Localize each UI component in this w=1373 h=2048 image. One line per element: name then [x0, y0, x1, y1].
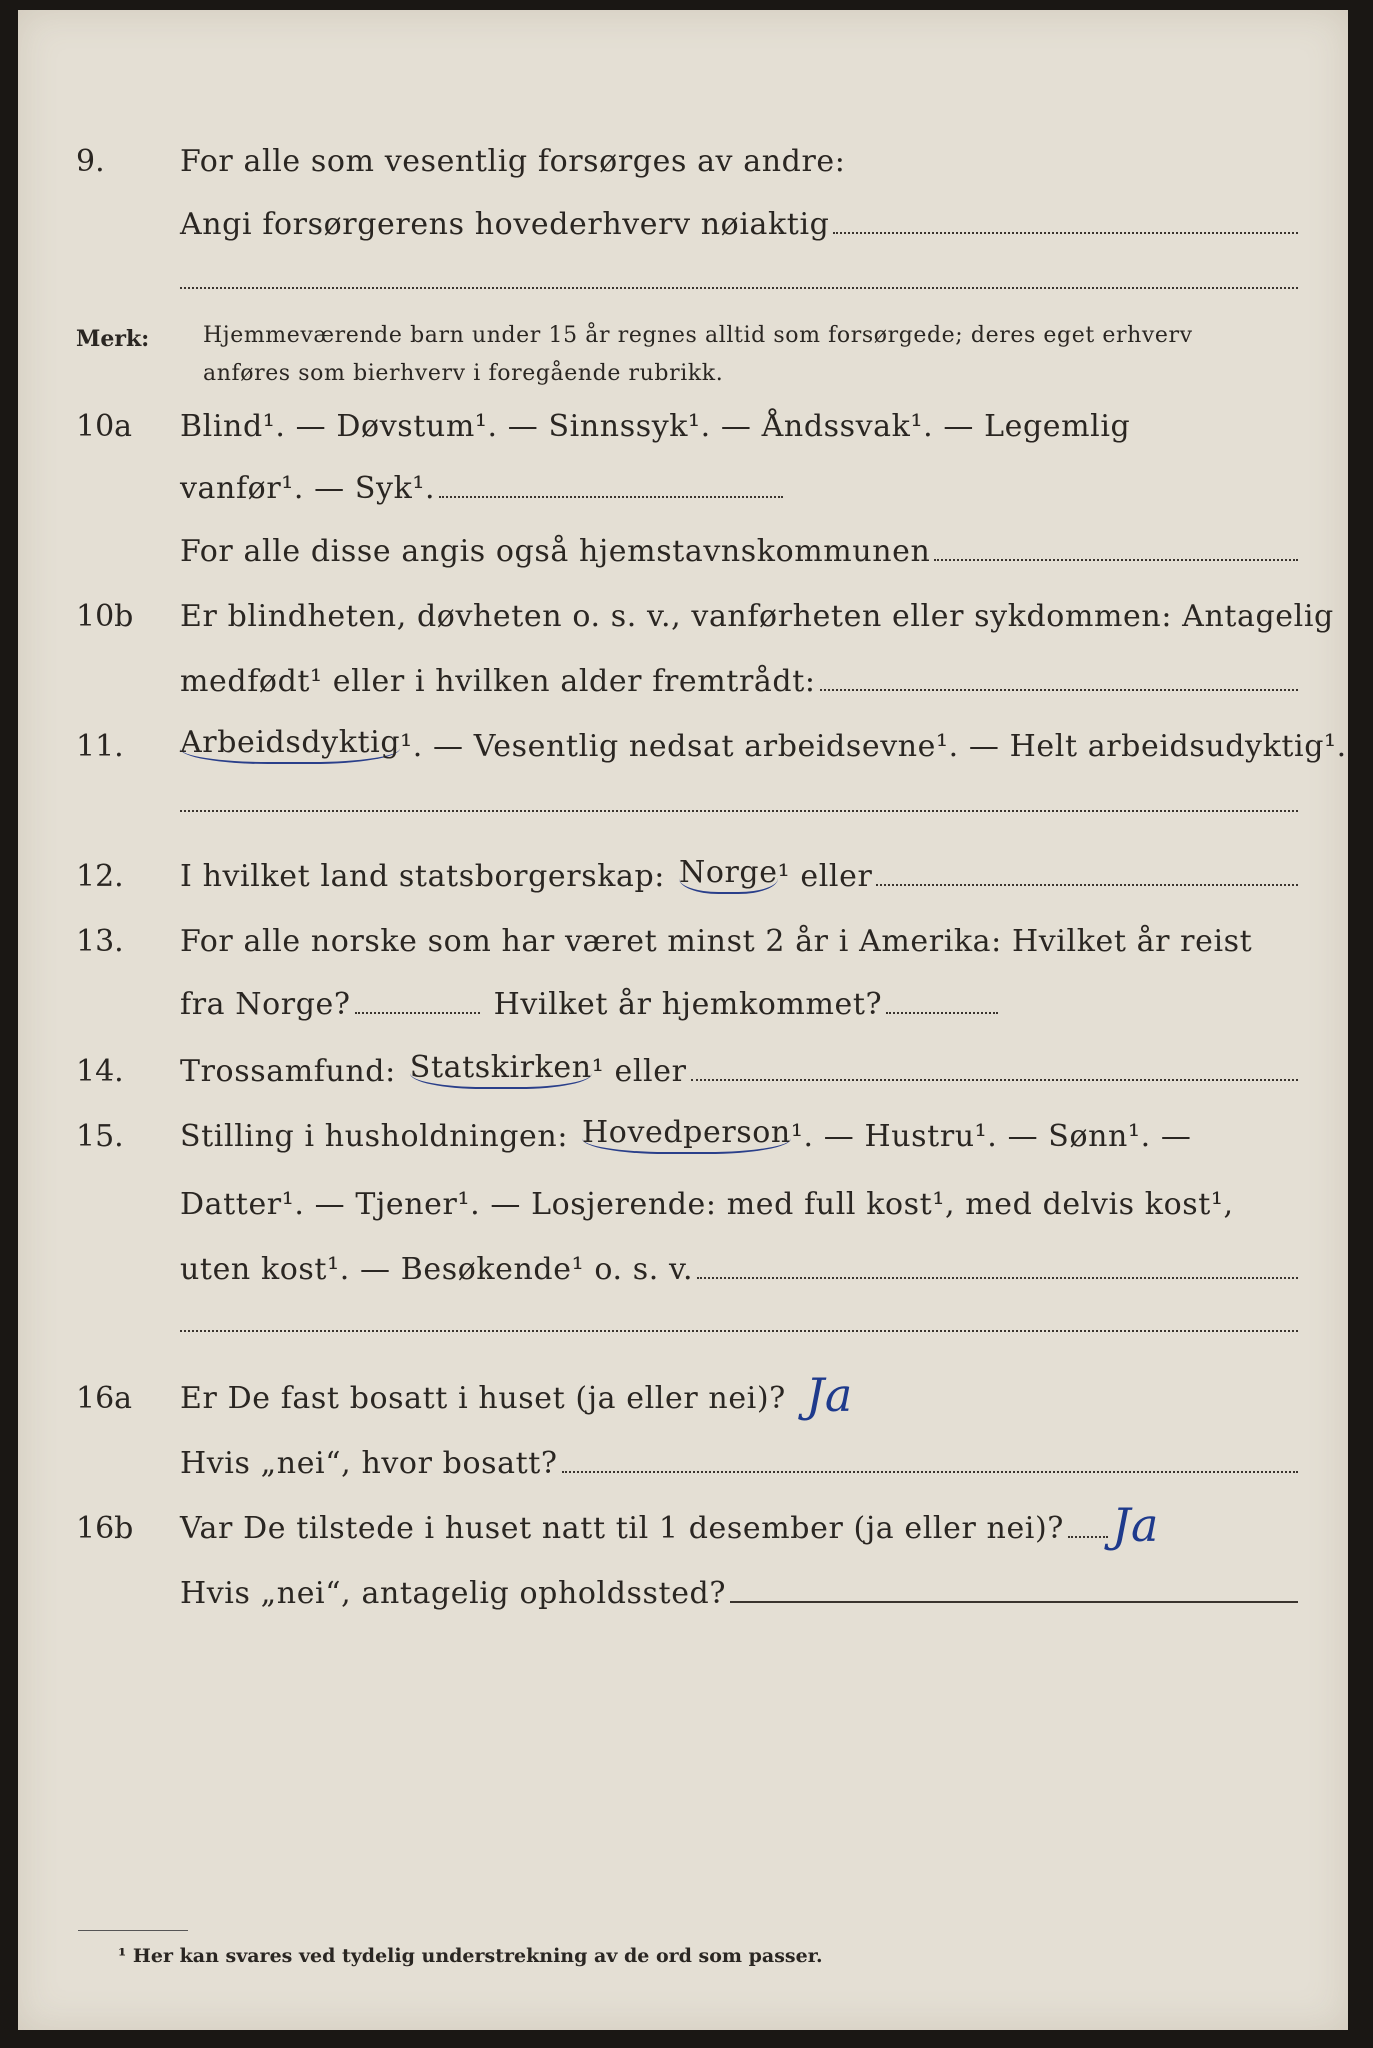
- q14-line: [180, 1045, 1298, 1089]
- q10a-hjemstavn-field[interactable]: [934, 558, 1298, 561]
- merk-line1: Hjemmeværende barn under 15 år regnes alltid som forsørgede; deres eget erhverv: [203, 323, 1193, 348]
- q10a-text1: Blind¹. — Døvstum¹. — Sinnssyk¹. — Åndssvak¹. — Legemlig: [180, 409, 1131, 444]
- q10a-syk-field[interactable]: [439, 495, 783, 498]
- q15-line2: [180, 1178, 1298, 1222]
- q10a-line2: [180, 462, 783, 506]
- q15-number: 15.: [76, 1119, 124, 1154]
- q13-line2: [180, 978, 998, 1022]
- q12-line: [180, 850, 1298, 894]
- footnote: ¹ Her kan svares ved tydelig understrekning av de ord som passer.: [118, 1945, 823, 1967]
- q15-line3: [180, 1243, 1298, 1287]
- census-form-page: [18, 10, 1348, 2030]
- q12-prefix: I hvilket land statsborgerskap:: [180, 859, 665, 894]
- q15-extra-rule[interactable]: [180, 1330, 1298, 1332]
- q9-answer-field[interactable]: [833, 231, 1298, 234]
- q10b-text1: Er blindheten, døvheten o. s. v., vanførheten eller sykdommen: Antagelig: [180, 599, 1334, 634]
- q16b-line1: [180, 1498, 1298, 1552]
- q10b-line1: [180, 590, 1334, 634]
- q16a-line2: [180, 1437, 1298, 1481]
- q10b-number: 10b: [76, 599, 134, 634]
- q13-reist-field[interactable]: [355, 1011, 480, 1014]
- q10a-number: 10a: [76, 409, 133, 444]
- q13-line1: [180, 915, 1298, 959]
- q14-answer-field[interactable]: [691, 1078, 1298, 1081]
- q16b-handwritten-answer[interactable]: Ja: [1111, 1498, 1160, 1552]
- q16b-answer-field[interactable]: [1068, 1535, 1108, 1538]
- q15-answer-field[interactable]: [697, 1276, 1298, 1279]
- q9-extra-rule[interactable]: [180, 287, 1298, 289]
- q12-answer-field[interactable]: [876, 883, 1298, 886]
- q16a-number: 16a: [76, 1381, 133, 1416]
- q9-text1: For alle som vesentlig forsørges av andre:: [180, 144, 846, 179]
- q10a-text2: vanfør¹. — Syk¹.: [180, 471, 436, 506]
- q9-text2: Angi forsørgerens hovederhverv nøiaktig: [180, 207, 830, 242]
- q11-extra-rule[interactable]: [180, 810, 1298, 812]
- q12-underlined-option[interactable]: Norge: [679, 855, 778, 894]
- q10a-text3: For alle disse angis også hjemstavnskommunen: [180, 534, 931, 569]
- q13-number: 13.: [76, 924, 124, 959]
- q15-underlined-option[interactable]: Hovedperson: [582, 1115, 791, 1154]
- q13-text2a: fra Norge?: [180, 987, 351, 1022]
- q16a-text2: Hvis „nei“, hvor bosatt?: [180, 1446, 558, 1481]
- q12-number: 12.: [76, 859, 124, 894]
- q15-text3: uten kost¹. — Besøkende¹ o. s. v.: [180, 1252, 694, 1287]
- q11-line: [180, 720, 1347, 764]
- q16b-text2: Hvis „nei“, antagelig opholdssted?: [180, 1576, 727, 1611]
- merk-label: Merk:: [76, 326, 150, 352]
- footnote-rule: [78, 1930, 188, 1931]
- q14-prefix: Trossamfund:: [180, 1054, 396, 1089]
- q12-suffix: ¹ eller: [777, 859, 873, 894]
- q15-text2: Datter¹. — Tjener¹. — Losjerende: med full kost¹, med delvis kost¹,: [180, 1187, 1234, 1222]
- q13-hjemkommet-field[interactable]: [886, 1011, 998, 1014]
- q14-underlined-option[interactable]: Statskirken: [410, 1050, 592, 1089]
- q15-line1: [180, 1110, 1298, 1154]
- q16a-line1: [180, 1368, 988, 1422]
- q11-number: 11.: [76, 729, 124, 764]
- q10b-text2: medfødt¹ eller i hvilken alder fremtrådt:: [180, 664, 816, 699]
- q10a-line1: [180, 400, 1298, 444]
- q14-suffix: ¹ eller: [591, 1054, 687, 1089]
- q16b-line2: [180, 1567, 1298, 1611]
- q14-number: 14.: [76, 1054, 124, 1089]
- q10a-line3: [180, 525, 1298, 569]
- q16a-bosatt-field[interactable]: [562, 1470, 1298, 1473]
- q13-text2b: Hvilket år hjemkommet?: [493, 987, 883, 1022]
- q13-text1: For alle norske som har været minst 2 år i Amerika: Hvilket år reist: [180, 924, 1253, 959]
- q16b-number: 16b: [76, 1511, 134, 1546]
- q16a-text1: Er De fast bosatt i huset (ja eller nei)?: [180, 1381, 786, 1416]
- q9-number: 9.: [76, 144, 105, 179]
- q10b-answer-field[interactable]: [820, 688, 1298, 691]
- q15-prefix: Stilling i husholdningen:: [180, 1119, 569, 1154]
- q9-line1: [180, 135, 1298, 179]
- q16b-opholdssted-field[interactable]: [730, 1600, 1298, 1603]
- q11-underlined-option[interactable]: Arbeidsdyktig: [180, 725, 400, 764]
- q15-suffix: ¹. — Hustru¹. — Sønn¹. —: [790, 1119, 1192, 1154]
- q11-rest: ¹. — Vesentlig nedsat arbeidsevne¹. — Helt arbeidsudyktig¹.: [400, 729, 1347, 764]
- q9-line2: [180, 198, 1298, 242]
- merk-line2: anføres som bierhverv i foregående rubrikk.: [203, 361, 724, 386]
- q16b-text1: Var De tilstede i huset natt til 1 desember (ja eller nei)?: [180, 1511, 1064, 1546]
- q10b-line2: [180, 655, 1298, 699]
- q16a-handwritten-answer[interactable]: Ja: [805, 1368, 853, 1422]
